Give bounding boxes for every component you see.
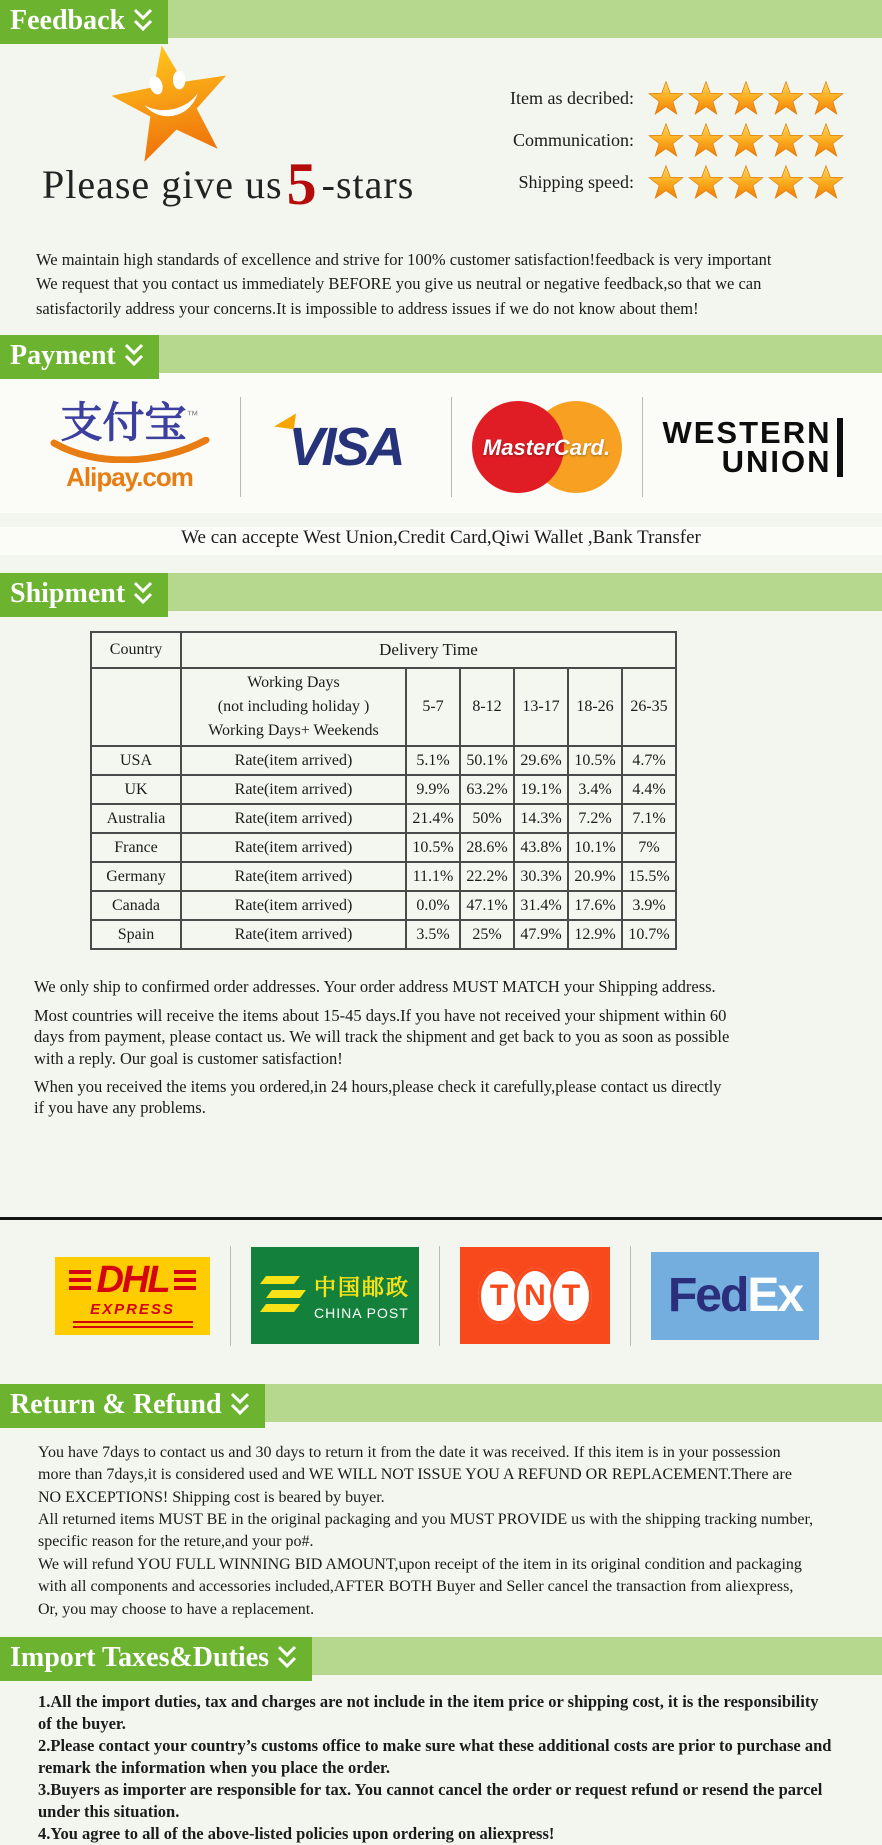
text-line: 4.You agree to all of the above-listed policies upon ordering on aliexpress!	[38, 1823, 555, 1843]
vertical-divider	[642, 397, 643, 497]
star-icon	[648, 165, 684, 201]
table-row	[91, 862, 676, 891]
text-line: You have 7days to contact us and 30 days to return it from the date it was received. If this item is in your possession	[38, 1443, 781, 1461]
table-rate-value-cell: 10.7%	[622, 920, 676, 949]
spacer	[34, 1069, 882, 1076]
dhl-express-text: EXPRESS	[90, 1300, 175, 1318]
plea-number: 5	[286, 151, 318, 217]
alipay-tm-mark: ™	[186, 407, 199, 422]
table-rate-value-cell: 11.1%	[406, 862, 460, 891]
china-post-emblem-icon	[260, 1268, 306, 1324]
import-duties-list	[38, 1691, 882, 1845]
double-chevron-down-icon	[276, 1644, 298, 1672]
table-rate-value-cell: 15.5%	[622, 862, 676, 891]
text-line: under this situation.	[38, 1801, 180, 1821]
text-line: remark the information when you place the order.	[38, 1757, 390, 1777]
table-rate-value-cell: 14.3%	[514, 804, 568, 833]
table-rate-value-cell: 22.2%	[460, 862, 514, 891]
table-rate-value-cell: 50%	[460, 804, 514, 833]
table-country-cell: Canada	[91, 891, 181, 920]
star-icon	[688, 165, 724, 201]
tnt-oval-letter: T	[550, 1268, 592, 1324]
star-icon	[808, 165, 844, 201]
table-rate-value-cell: 7.2%	[568, 804, 622, 833]
table-country-cell: Germany	[91, 862, 181, 891]
five-star-rating	[648, 81, 844, 117]
table-rate-value-cell: 29.6%	[514, 746, 568, 775]
dhl-stripes-icon	[174, 1270, 196, 1290]
table-row	[91, 891, 676, 920]
table-rate-value-cell: 9.9%	[406, 775, 460, 804]
table-subheader-row	[91, 668, 676, 746]
star-icon	[728, 123, 764, 159]
text-line: We maintain high standards of excellence and strive for 100% customer satisfaction!feedback is very important	[36, 250, 772, 269]
payment-logos-strip	[0, 373, 882, 513]
table-rate-value-cell: 3.4%	[568, 775, 622, 804]
visa-text: VISA	[288, 417, 403, 478]
table-header-row	[91, 632, 676, 668]
star-icon	[768, 81, 804, 117]
tnt-oval-letter: T	[478, 1268, 520, 1324]
smiley-star-image	[110, 42, 234, 166]
china-post-en-text: CHINA POST	[313, 1304, 409, 1321]
table-rate-value-cell: 4.7%	[622, 746, 676, 775]
table-rate-value-cell: 7.1%	[622, 804, 676, 833]
feedback-section-title	[0, 0, 168, 44]
feedback-title-text: Feedback	[10, 5, 126, 36]
table-day-range-cell: 26-35	[622, 668, 676, 746]
vertical-divider	[451, 397, 452, 497]
refund-section-band	[0, 1384, 882, 1422]
dhl-text: DHL	[96, 1258, 169, 1301]
table-rate-value-cell: 25%	[460, 920, 514, 949]
star-icon	[688, 123, 724, 159]
table-country-cell: Spain	[91, 920, 181, 949]
table-header-delivery: Delivery Time	[181, 632, 676, 668]
spacer	[34, 998, 882, 1005]
feedback-section-band	[0, 0, 882, 38]
western-union-logo	[662, 414, 843, 480]
double-chevron-down-icon	[132, 7, 154, 35]
refund-title-text: Return & Refund	[10, 1388, 222, 1420]
text-line: satisfactorily address your concerns.It is impossible to address issues if we do not know about them!	[36, 298, 699, 318]
text-line: more than 7days,it is considered used and WE WILL NOT ISSUE YOU A REFUND OR REPLACEMENT.There are	[38, 1466, 792, 1484]
import-section-band	[0, 1637, 882, 1675]
table-rate-value-cell: 10.1%	[568, 833, 622, 862]
alipay-swoosh-icon	[50, 437, 210, 463]
vertical-divider	[240, 397, 241, 497]
fedex-ex-text: Ex	[747, 1269, 803, 1323]
alipay-logo	[40, 398, 220, 493]
table-rate-value-cell: 7%	[622, 833, 676, 862]
feedback-paragraph	[36, 248, 882, 321]
import-title-text: Import Taxes&Duties	[10, 1641, 270, 1673]
table-rate-label-cell: Rate(item arrived)	[181, 833, 406, 862]
text-line: days from payment, please contact us. We will track the shipment and get back to you as soon as possible	[34, 1027, 730, 1047]
double-chevron-down-icon	[123, 342, 145, 370]
text-line: 2.Please contact your country’s customs office to make sure what these additional costs are prior to purchase and	[38, 1735, 832, 1755]
alipay-cn-text: 支付宝	[60, 398, 187, 446]
table-rate-value-cell: 4.4%	[622, 775, 676, 804]
table-day-range-cell: 13-17	[514, 668, 568, 746]
five-star-rating	[648, 123, 844, 159]
text-line: of the buyer.	[38, 1713, 126, 1733]
mastercard-logo	[472, 401, 622, 493]
table-rate-value-cell: 3.9%	[622, 891, 676, 920]
table-rate-value-cell: 17.6%	[568, 891, 622, 920]
plea-text	[42, 151, 415, 217]
dhl-stripes-icon	[69, 1270, 91, 1290]
ratings-list	[466, 80, 844, 206]
plea-prefix: Please give us	[42, 162, 283, 207]
star-icon	[648, 123, 684, 159]
table-rate-label-cell: Rate(item arrived)	[181, 862, 406, 891]
star-icon	[688, 81, 724, 117]
star-icon	[648, 81, 684, 117]
mastercard-text: MasterCard.	[482, 435, 611, 461]
table-row	[91, 920, 676, 949]
table-rate-value-cell: 47.1%	[460, 891, 514, 920]
text-line: specific reason for the reture,and your po#.	[38, 1533, 314, 1551]
dhl-logo	[55, 1257, 210, 1335]
text-line: 3.Buyers as importer are responsible for tax. You cannot cancel the order or request refund or resend the parcel	[38, 1779, 823, 1799]
table-header-country: Country	[91, 632, 181, 668]
tnt-oval-letter: N	[514, 1268, 556, 1324]
plea-suffix: -stars	[321, 162, 415, 207]
western-union-line2: UNION	[721, 444, 832, 480]
text-line: We will refund YOU FULL WINNING BID AMOUNT,upon receipt of the item in its original condition and packaging	[38, 1555, 802, 1573]
rating-label: Item as decribed:	[510, 88, 634, 108]
payment-section-title	[0, 335, 159, 379]
visa-logo	[261, 416, 431, 478]
table-rate-value-cell: 47.9%	[514, 920, 568, 949]
text-line: NO EXCEPTIONS! Shipping cost is beared by buyer.	[38, 1488, 385, 1506]
rating-row	[466, 164, 844, 201]
vertical-divider	[230, 1246, 231, 1346]
star-icon	[728, 81, 764, 117]
table-rate-label-cell: Rate(item arrived)	[181, 891, 406, 920]
table-rate-value-cell: 30.3%	[514, 862, 568, 891]
table-rate-value-cell: 12.9%	[568, 920, 622, 949]
table-rate-value-cell: 20.9%	[568, 862, 622, 891]
feedback-body	[0, 38, 882, 234]
rating-label: Shipping speed:	[518, 172, 634, 192]
alipay-domain-text: Alipay.com	[66, 461, 193, 492]
shipment-section-band	[0, 573, 882, 611]
delivery-table	[90, 631, 677, 950]
table-rate-value-cell: 31.4%	[514, 891, 568, 920]
table-rate-value-cell: 63.2%	[460, 775, 514, 804]
table-rate-value-cell: 28.6%	[460, 833, 514, 862]
rating-label: Communication:	[513, 130, 634, 150]
fedex-logo	[651, 1252, 819, 1340]
table-rate-value-cell: 19.1%	[514, 775, 568, 804]
double-chevron-down-icon	[229, 1391, 251, 1419]
accepted-methods-line: We can accepte West Union,Credit Card,Qiwi Wallet ,Bank Transfer	[0, 527, 882, 555]
text-line: with a reply. Our goal is customer satisfaction!	[34, 1048, 343, 1068]
table-rate-value-cell: 10.5%	[568, 746, 622, 775]
star-icon	[808, 123, 844, 159]
star-icon	[808, 81, 844, 117]
text-line: We request that you contact us immediately BEFORE you give us neutral or negative feedback,so that we can	[36, 274, 762, 294]
payment-section-band	[0, 335, 882, 373]
shipment-section-title	[0, 573, 168, 617]
table-working-days-cell: Working Days (not including holiday ) Working Days+ Weekends	[181, 668, 406, 746]
shipment-notes	[34, 976, 882, 1119]
table-rate-value-cell: 5.1%	[406, 746, 460, 775]
china-post-logo	[251, 1247, 419, 1344]
rating-row	[466, 122, 844, 159]
table-country-cell: Australia	[91, 804, 181, 833]
text-line: All returned items MUST BE in the original packaging and you MUST PROVIDE us with the shipping tracking number,	[38, 1511, 814, 1529]
table-rate-value-cell: 3.5%	[406, 920, 460, 949]
table-day-range-cell: 8-12	[460, 668, 514, 746]
table-rate-value-cell: 50.1%	[460, 746, 514, 775]
table-rate-value-cell: 0.0%	[406, 891, 460, 920]
text-line: Or, you may choose to have a replacement.	[38, 1600, 315, 1618]
refund-paragraph	[38, 1442, 882, 1621]
text-line: if you have any problems.	[34, 1098, 206, 1118]
table-row	[91, 775, 676, 804]
payment-title-text: Payment	[10, 340, 116, 372]
table-row	[91, 804, 676, 833]
table-rate-value-cell: 43.8%	[514, 833, 568, 862]
china-post-cn-text: 中国邮政	[313, 1275, 410, 1301]
text-line: with all components and accessories included,AFTER BOTH Buyer and Seller cancel the transaction from aliexpress,	[38, 1578, 794, 1596]
courier-logos-strip	[0, 1220, 882, 1372]
table-rate-label-cell: Rate(item arrived)	[181, 746, 406, 775]
table-row	[91, 746, 676, 775]
table-row	[91, 833, 676, 862]
refund-section-title	[0, 1384, 265, 1428]
table-rate-value-cell: 10.5%	[406, 833, 460, 862]
text-line: 1.All the import duties, tax and charges are not include in the item price or shipping cost, it is the responsibility	[38, 1691, 819, 1711]
table-day-range-cell: 18-26	[568, 668, 622, 746]
table-empty-cell	[91, 668, 181, 746]
table-rate-value-cell: 21.4%	[406, 804, 460, 833]
rating-row	[466, 80, 844, 117]
table-country-cell: USA	[91, 746, 181, 775]
star-icon	[768, 123, 804, 159]
table-country-cell: UK	[91, 775, 181, 804]
western-union-line1: WESTERN	[662, 414, 832, 450]
star-icon	[728, 165, 764, 201]
five-star-rating	[648, 165, 844, 201]
shipment-title-text: Shipment	[10, 578, 126, 610]
vertical-divider	[630, 1246, 631, 1346]
table-country-cell: France	[91, 833, 181, 862]
import-section-title	[0, 1637, 312, 1681]
double-chevron-down-icon	[132, 580, 154, 608]
dhl-underline-icon	[73, 1321, 193, 1331]
text-line: When you received the items you ordered,in 24 hours,please check it carefully,please contact us directly	[34, 1076, 722, 1096]
text-line: We only ship to confirmed order addresses. Your order address MUST MATCH your Shipping address.	[34, 977, 716, 997]
tnt-logo	[460, 1247, 610, 1344]
vertical-divider	[439, 1246, 440, 1346]
table-rate-label-cell: Rate(item arrived)	[181, 920, 406, 949]
table-rate-label-cell: Rate(item arrived)	[181, 775, 406, 804]
text-line: Most countries will receive the items about 15-45 days.If you have not received your shipment within 60	[34, 1005, 727, 1025]
fedex-fed-text: Fed	[667, 1269, 748, 1323]
star-icon	[768, 165, 804, 201]
table-day-range-cell: 5-7	[406, 668, 460, 746]
table-rate-label-cell: Rate(item arrived)	[181, 804, 406, 833]
